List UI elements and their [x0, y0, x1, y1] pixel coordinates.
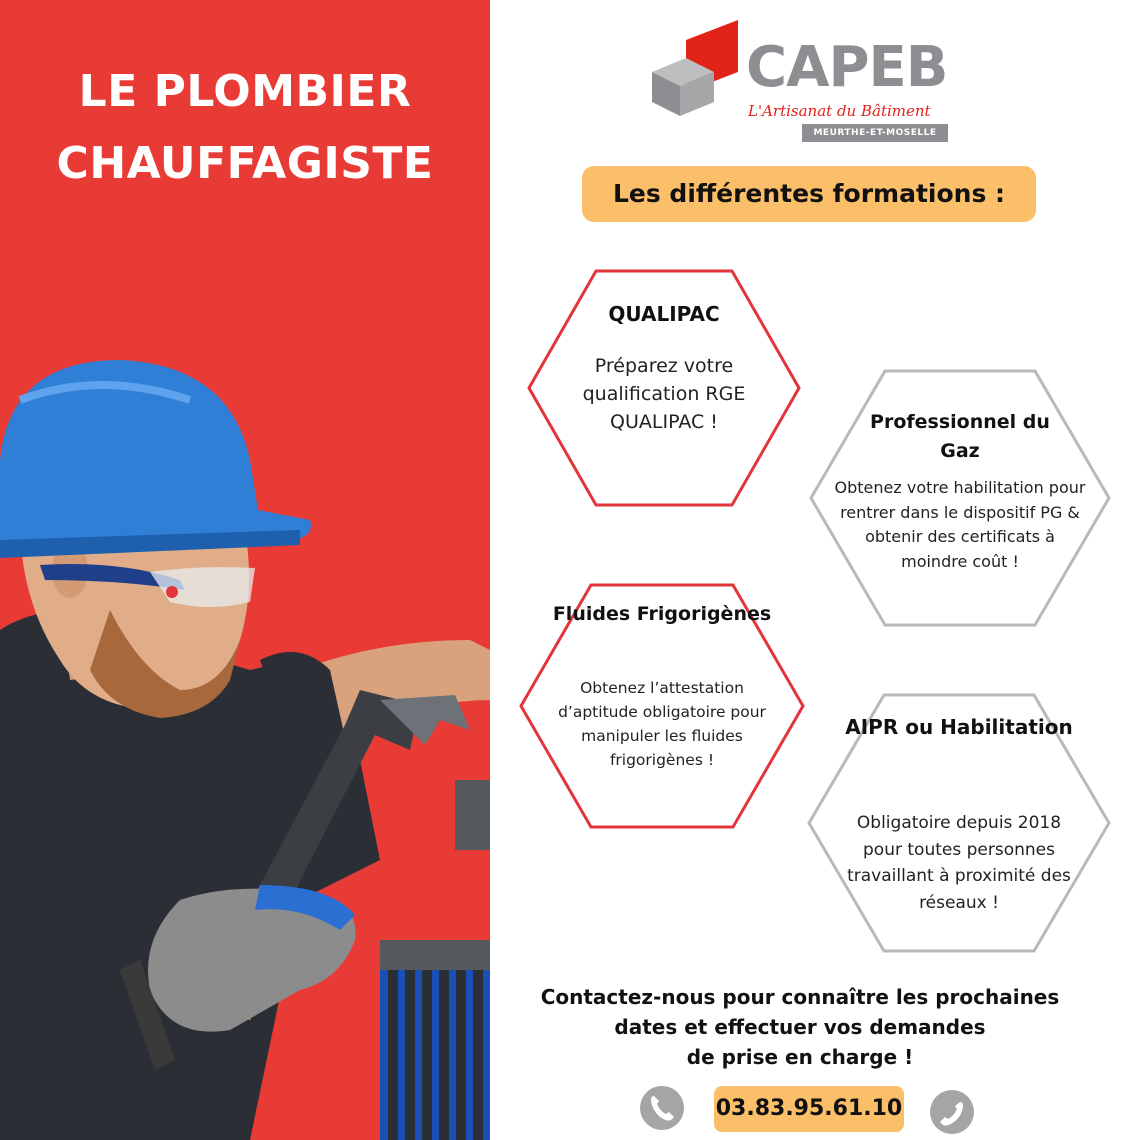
formation-card-fluides [518, 582, 806, 830]
formation-title: QUALIPAC [608, 302, 720, 326]
formation-description: Préparez votre qualification RGE QUALIPAC ! [582, 355, 746, 433]
formation-description: Obligatoire depuis 2018 pour toutes personnes travaillant à proximité des réseaux ! [847, 813, 1071, 913]
formation-description: Obtenez l’attestation d’aptitude obligatoire pour manipuler les fluides frigorigènes ! [558, 679, 766, 769]
contact-line: dates et effectuer vos demandes [614, 1015, 986, 1039]
formations-heading: Les différentes formations : [582, 166, 1036, 222]
formation-card-qualipac [526, 268, 802, 508]
formation-description: Obtenez votre habilitation pour rentrer dans le dispositif PG & obtenir des certificats à moindre coût ! [834, 478, 1086, 571]
formation-card-aipr [806, 692, 1112, 954]
plumber-worker-illustration [0, 340, 490, 1140]
formation-title: AIPR ou Habilitation [845, 715, 1073, 739]
contact-line: de prise en charge ! [686, 1045, 914, 1069]
formation-title: Fluides Frigorigènes [552, 603, 772, 625]
poster-title-line2: CHAUFFAGISTE [56, 138, 434, 189]
capeb-tagline: L'Artisanat du Bâtiment [748, 102, 931, 120]
hero-panel [0, 0, 490, 1140]
phone-icon[interactable] [640, 1086, 684, 1130]
phone-icon[interactable] [930, 1090, 974, 1134]
formation-title: Professionnel du Gaz [870, 411, 1050, 462]
poster-title-line1: LE PLOMBIER [78, 66, 412, 117]
capeb-wordmark: CAPEB [746, 35, 948, 100]
capeb-region: MEURTHE-ET-MOSELLE [802, 124, 948, 142]
formation-card-gaz [808, 368, 1112, 628]
contact-line: Contactez-nous pour connaître les prochaines [540, 985, 1060, 1009]
capeb-logo [648, 18, 948, 146]
contact-message [520, 982, 1080, 1072]
phone-number[interactable]: 03.83.95.61.10 [714, 1086, 904, 1132]
capeb-cube-icon [648, 18, 748, 118]
